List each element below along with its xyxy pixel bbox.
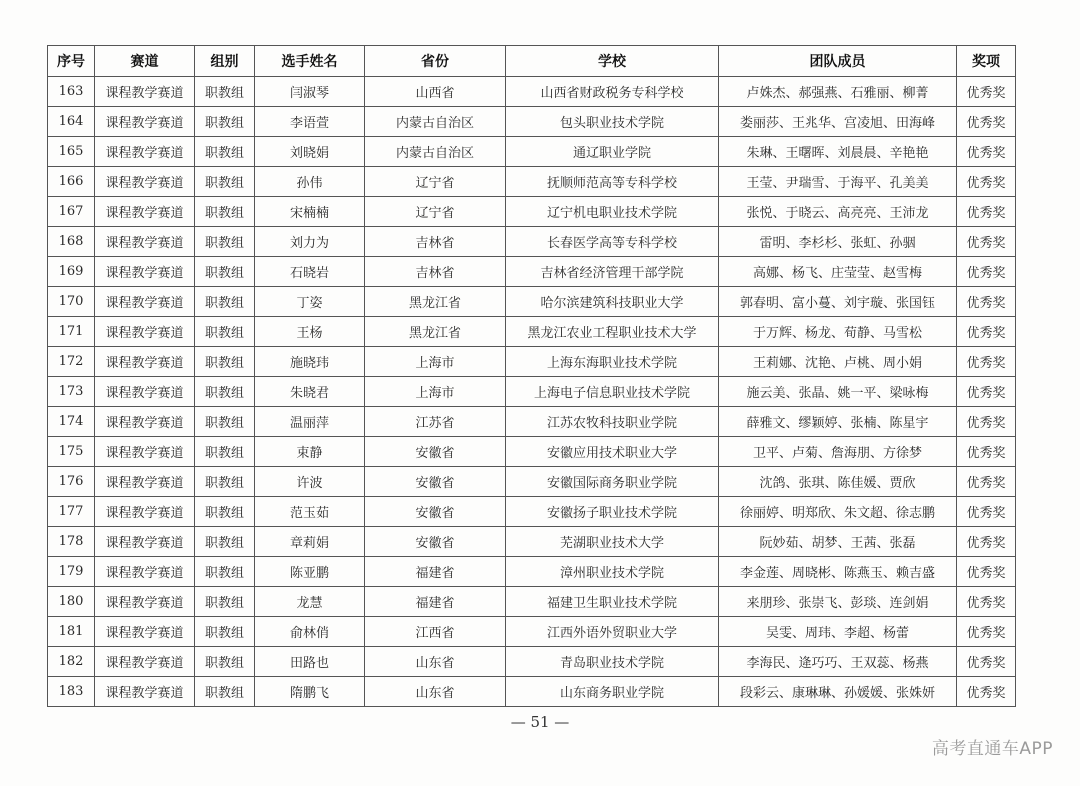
cell-award: 优秀奖 [957, 77, 1016, 107]
cell-award: 优秀奖 [957, 557, 1016, 587]
cell-school: 长春医学高等专科学校 [506, 227, 719, 257]
cell-province: 山东省 [365, 677, 506, 707]
cell-school: 安徽扬子职业技术学院 [506, 497, 719, 527]
cell-track: 课程教学赛道 [95, 677, 195, 707]
cell-province: 黑龙江省 [365, 287, 506, 317]
cell-province: 辽宁省 [365, 167, 506, 197]
cell-award: 优秀奖 [957, 437, 1016, 467]
cell-group: 职教组 [195, 407, 255, 437]
cell-team: 吴雯、周玮、李超、杨蕾 [719, 617, 957, 647]
cell-team: 朱琳、王曙晖、刘晨晨、辛艳艳 [719, 137, 957, 167]
cell-school: 山东商务职业学院 [506, 677, 719, 707]
cell-school: 上海东海职业技术学院 [506, 347, 719, 377]
cell-serial: 164 [48, 107, 95, 137]
cell-track: 课程教学赛道 [95, 467, 195, 497]
cell-track: 课程教学赛道 [95, 527, 195, 557]
table-row [48, 137, 1016, 167]
cell-province: 安徽省 [365, 527, 506, 557]
table-row [48, 617, 1016, 647]
cell-track: 课程教学赛道 [95, 617, 195, 647]
table-row [48, 497, 1016, 527]
table-row [48, 77, 1016, 107]
cell-group: 职教组 [195, 527, 255, 557]
cell-province: 安徽省 [365, 497, 506, 527]
cell-track: 课程教学赛道 [95, 197, 195, 227]
cell-group: 职教组 [195, 437, 255, 467]
cell-province: 山西省 [365, 77, 506, 107]
cell-contestant: 温丽萍 [255, 407, 365, 437]
cell-group: 职教组 [195, 557, 255, 587]
table-header-row [48, 46, 1016, 77]
cell-track: 课程教学赛道 [95, 407, 195, 437]
cell-province: 安徽省 [365, 437, 506, 467]
table-row [48, 227, 1016, 257]
cell-contestant: 闫淑琴 [255, 77, 365, 107]
cell-track: 课程教学赛道 [95, 287, 195, 317]
cell-serial: 179 [48, 557, 95, 587]
cell-group: 职教组 [195, 347, 255, 377]
cell-award: 优秀奖 [957, 617, 1016, 647]
cell-award: 优秀奖 [957, 647, 1016, 677]
cell-team: 张悦、于晓云、高亮亮、王沛龙 [719, 197, 957, 227]
cell-award: 优秀奖 [957, 587, 1016, 617]
cell-group: 职教组 [195, 317, 255, 347]
header-serial: 序号 [48, 46, 95, 77]
cell-award: 优秀奖 [957, 107, 1016, 137]
cell-school: 吉林省经济管理干部学院 [506, 257, 719, 287]
cell-group: 职教组 [195, 587, 255, 617]
cell-team: 雷明、李杉杉、张虹、孙骃 [719, 227, 957, 257]
cell-school: 包头职业技术学院 [506, 107, 719, 137]
table-row [48, 587, 1016, 617]
cell-serial: 181 [48, 617, 95, 647]
table-row [48, 287, 1016, 317]
cell-contestant: 朱晓君 [255, 377, 365, 407]
cell-school: 青岛职业技术学院 [506, 647, 719, 677]
cell-contestant: 陈亚鹏 [255, 557, 365, 587]
table-row [48, 107, 1016, 137]
cell-school: 抚顺师范高等专科学校 [506, 167, 719, 197]
cell-group: 职教组 [195, 377, 255, 407]
cell-contestant: 龙慧 [255, 587, 365, 617]
cell-contestant: 田路也 [255, 647, 365, 677]
cell-contestant: 孙伟 [255, 167, 365, 197]
cell-team: 薛雅文、缪颖婷、张楠、陈星宇 [719, 407, 957, 437]
cell-group: 职教组 [195, 167, 255, 197]
cell-track: 课程教学赛道 [95, 647, 195, 677]
cell-serial: 177 [48, 497, 95, 527]
cell-team: 卫平、卢菊、詹海朋、方徐梦 [719, 437, 957, 467]
cell-group: 职教组 [195, 197, 255, 227]
cell-serial: 168 [48, 227, 95, 257]
cell-group: 职教组 [195, 107, 255, 137]
cell-group: 职教组 [195, 137, 255, 167]
cell-serial: 174 [48, 407, 95, 437]
cell-school: 安徽国际商务职业学院 [506, 467, 719, 497]
cell-contestant: 许波 [255, 467, 365, 497]
cell-team: 王莉娜、沈艳、卢桃、周小娟 [719, 347, 957, 377]
cell-track: 课程教学赛道 [95, 557, 195, 587]
cell-province: 上海市 [365, 377, 506, 407]
header-track: 赛道 [95, 46, 195, 77]
cell-award: 优秀奖 [957, 227, 1016, 257]
cell-group: 职教组 [195, 77, 255, 107]
cell-track: 课程教学赛道 [95, 227, 195, 257]
cell-award: 优秀奖 [957, 287, 1016, 317]
cell-serial: 180 [48, 587, 95, 617]
cell-province: 上海市 [365, 347, 506, 377]
cell-province: 江苏省 [365, 407, 506, 437]
table-row [48, 407, 1016, 437]
cell-track: 课程教学赛道 [95, 107, 195, 137]
table-row [48, 257, 1016, 287]
cell-track: 课程教学赛道 [95, 77, 195, 107]
cell-school: 福建卫生职业技术学院 [506, 587, 719, 617]
cell-contestant: 刘晓娟 [255, 137, 365, 167]
cell-contestant: 施晓玮 [255, 347, 365, 377]
cell-team: 李金莲、周晓彬、陈燕玉、赖吉盛 [719, 557, 957, 587]
cell-province: 黑龙江省 [365, 317, 506, 347]
cell-team: 徐丽婷、明郑欣、朱文超、徐志鹏 [719, 497, 957, 527]
cell-contestant: 石晓岩 [255, 257, 365, 287]
cell-province: 辽宁省 [365, 197, 506, 227]
cell-team: 来朋珍、张崇飞、彭琰、连剑娟 [719, 587, 957, 617]
cell-province: 山东省 [365, 647, 506, 677]
cell-track: 课程教学赛道 [95, 377, 195, 407]
cell-award: 优秀奖 [957, 527, 1016, 557]
cell-province: 内蒙古自治区 [365, 137, 506, 167]
header-contestant: 选手姓名 [255, 46, 365, 77]
watermark-logo-text: 高考直通车APP [931, 739, 1053, 759]
table-row [48, 437, 1016, 467]
cell-group: 职教组 [195, 227, 255, 257]
cell-serial: 172 [48, 347, 95, 377]
cell-province: 福建省 [365, 587, 506, 617]
cell-school: 上海电子信息职业技术学院 [506, 377, 719, 407]
cell-contestant: 李语萱 [255, 107, 365, 137]
cell-serial: 167 [48, 197, 95, 227]
table-body [48, 77, 1016, 707]
cell-track: 课程教学赛道 [95, 257, 195, 287]
cell-award: 优秀奖 [957, 677, 1016, 707]
cell-serial: 170 [48, 287, 95, 317]
header-school: 学校 [506, 46, 719, 77]
cell-track: 课程教学赛道 [95, 347, 195, 377]
table-row [48, 347, 1016, 377]
cell-group: 职教组 [195, 257, 255, 287]
cell-award: 优秀奖 [957, 137, 1016, 167]
cell-group: 职教组 [195, 647, 255, 677]
cell-track: 课程教学赛道 [95, 137, 195, 167]
cell-serial: 171 [48, 317, 95, 347]
cell-serial: 163 [48, 77, 95, 107]
cell-team: 沈鸽、张琪、陈佳媛、贾欣 [719, 467, 957, 497]
cell-award: 优秀奖 [957, 467, 1016, 497]
cell-school: 黑龙江农业工程职业技术大学 [506, 317, 719, 347]
cell-province: 安徽省 [365, 467, 506, 497]
cell-award: 优秀奖 [957, 317, 1016, 347]
cell-contestant: 范玉茹 [255, 497, 365, 527]
cell-school: 漳州职业技术学院 [506, 557, 719, 587]
cell-province: 福建省 [365, 557, 506, 587]
cell-team: 高娜、杨飞、庄莹莹、赵雪梅 [719, 257, 957, 287]
cell-award: 优秀奖 [957, 407, 1016, 437]
cell-province: 内蒙古自治区 [365, 107, 506, 137]
cell-track: 课程教学赛道 [95, 167, 195, 197]
cell-group: 职教组 [195, 467, 255, 497]
table-row [48, 557, 1016, 587]
cell-award: 优秀奖 [957, 197, 1016, 227]
cell-school: 江西外语外贸职业大学 [506, 617, 719, 647]
cell-track: 课程教学赛道 [95, 317, 195, 347]
awards-table [47, 45, 1016, 707]
cell-contestant: 宋楠楠 [255, 197, 365, 227]
cell-team: 段彩云、康琳琳、孙媛媛、张姝妍 [719, 677, 957, 707]
cell-serial: 166 [48, 167, 95, 197]
cell-award: 优秀奖 [957, 497, 1016, 527]
cell-school: 江苏农牧科技职业学院 [506, 407, 719, 437]
header-award: 奖项 [957, 46, 1016, 77]
cell-team: 郭春明、富小蔓、刘宇璇、张国钰 [719, 287, 957, 317]
cell-province: 吉林省 [365, 227, 506, 257]
cell-serial: 173 [48, 377, 95, 407]
cell-contestant: 隋鹏飞 [255, 677, 365, 707]
cell-serial: 169 [48, 257, 95, 287]
cell-province: 江西省 [365, 617, 506, 647]
cell-serial: 183 [48, 677, 95, 707]
table-row [48, 197, 1016, 227]
cell-serial: 178 [48, 527, 95, 557]
cell-track: 课程教学赛道 [95, 437, 195, 467]
cell-team: 施云美、张晶、姚一平、梁咏梅 [719, 377, 957, 407]
table-row [48, 527, 1016, 557]
cell-award: 优秀奖 [957, 377, 1016, 407]
cell-team: 阮妙茹、胡梦、王茜、张磊 [719, 527, 957, 557]
table-row [48, 467, 1016, 497]
cell-contestant: 刘力为 [255, 227, 365, 257]
cell-group: 职教组 [195, 287, 255, 317]
cell-province: 吉林省 [365, 257, 506, 287]
cell-serial: 175 [48, 437, 95, 467]
table-row [48, 317, 1016, 347]
cell-serial: 182 [48, 647, 95, 677]
cell-group: 职教组 [195, 497, 255, 527]
cell-award: 优秀奖 [957, 347, 1016, 377]
cell-team: 于万辉、杨龙、荀静、马雪松 [719, 317, 957, 347]
cell-team: 王莹、尹瑞雪、于海平、孔美美 [719, 167, 957, 197]
cell-award: 优秀奖 [957, 257, 1016, 287]
cell-contestant: 丁姿 [255, 287, 365, 317]
cell-school: 芜湖职业技术大学 [506, 527, 719, 557]
cell-contestant: 王杨 [255, 317, 365, 347]
header-team: 团队成员 [719, 46, 957, 77]
cell-serial: 176 [48, 467, 95, 497]
cell-contestant: 束静 [255, 437, 365, 467]
cell-group: 职教组 [195, 617, 255, 647]
cell-school: 辽宁机电职业技术学院 [506, 197, 719, 227]
cell-track: 课程教学赛道 [95, 497, 195, 527]
cell-school: 通辽职业学院 [506, 137, 719, 167]
page-number: — 51 — [510, 713, 570, 731]
cell-group: 职教组 [195, 677, 255, 707]
table-row [48, 677, 1016, 707]
cell-team: 李海民、逄巧巧、王双蕊、杨燕 [719, 647, 957, 677]
cell-contestant: 章莉娟 [255, 527, 365, 557]
cell-school: 山西省财政税务专科学校 [506, 77, 719, 107]
table-row [48, 647, 1016, 677]
cell-school: 哈尔滨建筑科技职业大学 [506, 287, 719, 317]
table-row [48, 167, 1016, 197]
cell-track: 课程教学赛道 [95, 587, 195, 617]
header-group: 组别 [195, 46, 255, 77]
cell-serial: 165 [48, 137, 95, 167]
cell-school: 安徽应用技术职业大学 [506, 437, 719, 467]
cell-team: 娄丽莎、王兆华、宫凌旭、田海峰 [719, 107, 957, 137]
header-province: 省份 [365, 46, 506, 77]
cell-team: 卢姝杰、郝强燕、石雅丽、柳菁 [719, 77, 957, 107]
cell-award: 优秀奖 [957, 167, 1016, 197]
cell-contestant: 俞林俏 [255, 617, 365, 647]
table-row [48, 377, 1016, 407]
